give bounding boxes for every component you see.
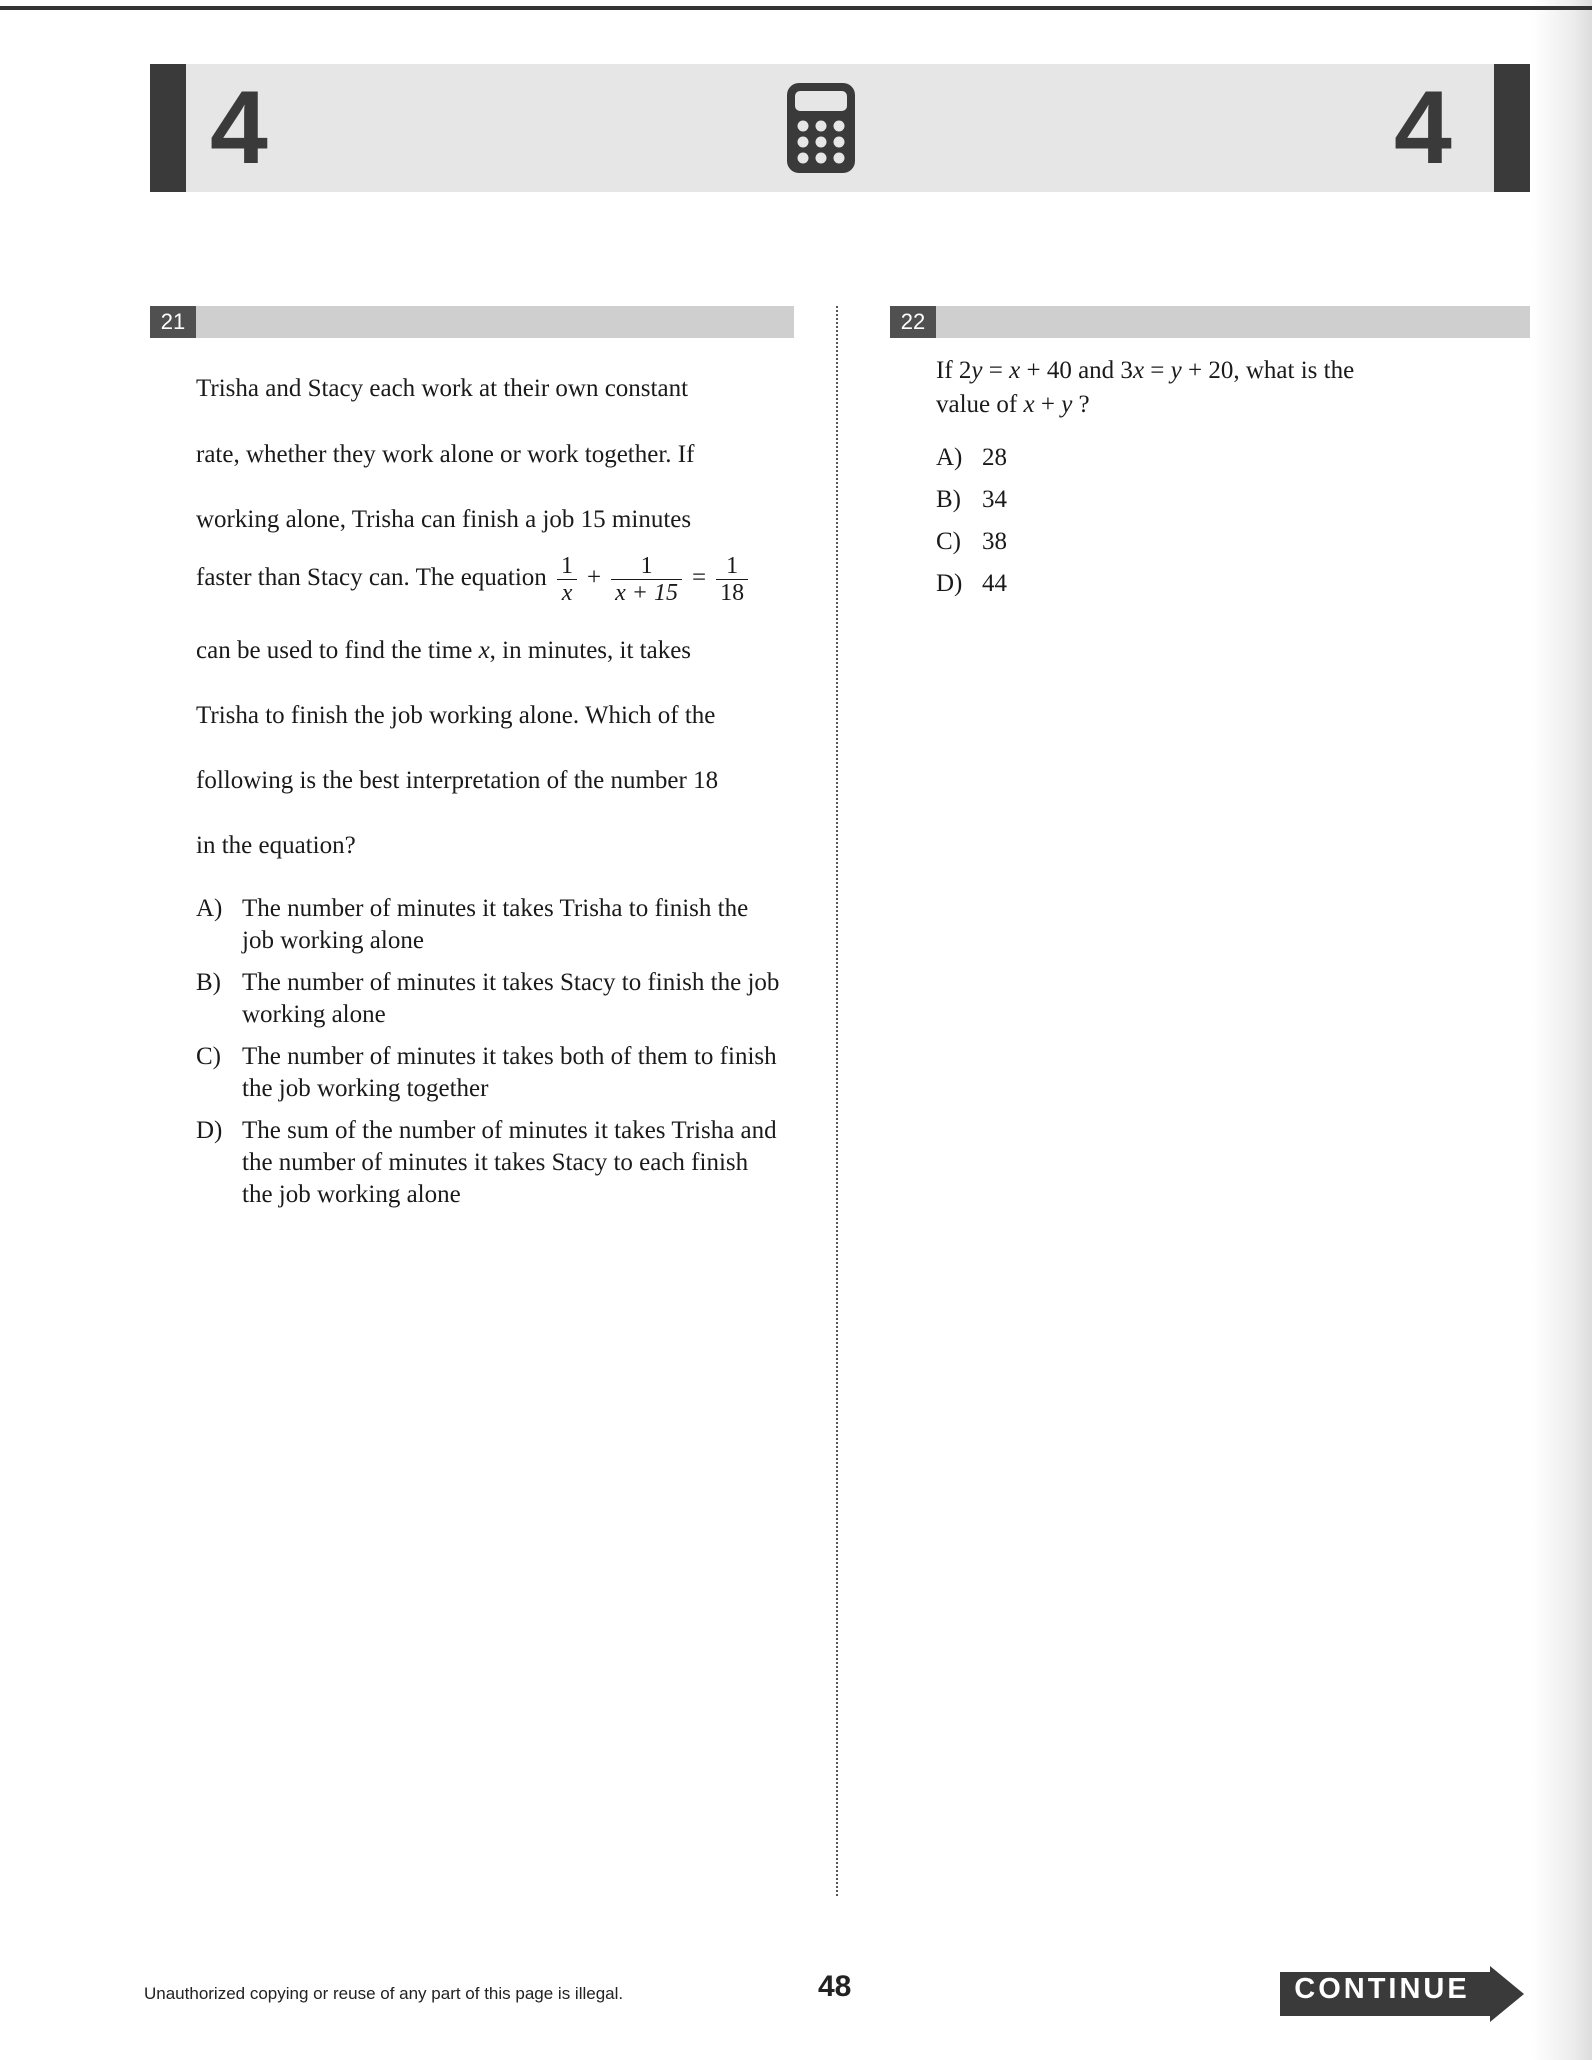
page-number: 48 bbox=[818, 1970, 852, 2003]
choice-text: 38 bbox=[982, 528, 1007, 555]
q22-choice-b[interactable] bbox=[936, 484, 1007, 516]
q22-stem bbox=[936, 354, 1456, 422]
choice-letter: C) bbox=[196, 1043, 221, 1070]
plus-sign: + bbox=[587, 564, 602, 591]
question-22-bar bbox=[890, 306, 1530, 338]
fraction-1-over-x bbox=[557, 553, 577, 606]
q21-stem-line-6: Trisha to finish the job working alone. Which of the bbox=[196, 702, 716, 729]
choice-letter: B) bbox=[196, 969, 221, 996]
q22-choice-c[interactable] bbox=[936, 526, 1007, 558]
choice-text: The sum of the number of minutes it takes Trisha and the number of minutes it takes Stacy to each finish the job working alone bbox=[242, 1117, 777, 1208]
q22-var-x: x bbox=[1009, 357, 1021, 384]
q21-stem-line-2: rate, whether they work alone or work together. If bbox=[196, 441, 695, 468]
fraction-3-denominator: 18 bbox=[716, 579, 748, 606]
choice-letter: A) bbox=[196, 895, 223, 922]
q22-var-y: y bbox=[971, 357, 983, 384]
question-21-bar bbox=[150, 306, 794, 338]
q21-line5-text-b: , in minutes, it takes bbox=[489, 637, 692, 664]
q22-var-x: x bbox=[1132, 357, 1145, 384]
copyright-notice: Unauthorized copying or reuse of any part of this page is illegal. bbox=[144, 1984, 624, 2003]
equals-sign: = bbox=[692, 564, 707, 591]
q22-stem-part: = bbox=[1144, 357, 1171, 384]
choice-text: 28 bbox=[982, 444, 1007, 471]
q21-line5-variable: x bbox=[478, 637, 490, 664]
section-number-left: 4 bbox=[210, 70, 268, 186]
fraction-1-denominator: x bbox=[557, 579, 577, 606]
question-21-number: 21 bbox=[150, 306, 196, 338]
choice-text: The number of minutes it takes Stacy to finish the job working alone bbox=[242, 969, 780, 1028]
choice-letter: B) bbox=[936, 486, 961, 513]
fraction-1-numerator: 1 bbox=[561, 552, 574, 579]
q21-stem-line-5 bbox=[196, 636, 691, 666]
choice-text: 44 bbox=[982, 570, 1007, 597]
fraction-3-numerator: 1 bbox=[726, 552, 739, 579]
fraction-2-numerator: 1 bbox=[640, 552, 653, 579]
continue-label: CONTINUE bbox=[1294, 1973, 1470, 2005]
q22-choice-a[interactable] bbox=[936, 442, 1007, 474]
q22-var-x: x bbox=[1023, 391, 1035, 418]
fraction-1-over-x-plus-15 bbox=[611, 553, 682, 606]
q22-stem-part: = bbox=[982, 357, 1010, 384]
column-divider bbox=[836, 306, 838, 1896]
calculator-icon bbox=[786, 82, 856, 174]
q21-equation-intro: faster than Stacy can. The equation bbox=[196, 564, 547, 591]
section-number-right: 4 bbox=[1394, 70, 1452, 186]
choice-text: 34 bbox=[982, 486, 1007, 513]
scan-edge-shadow bbox=[1532, 0, 1592, 2060]
choice-text: The number of minutes it takes both of them to finish the job working together bbox=[242, 1043, 777, 1102]
choice-text: The number of minutes it takes Trisha to finish the job working alone bbox=[242, 895, 749, 954]
section-header-right-bar bbox=[1494, 64, 1530, 192]
choice-letter: C) bbox=[936, 528, 961, 555]
q22-stem-part: + 20, what is the bbox=[1181, 357, 1355, 384]
question-22-number: 22 bbox=[890, 306, 936, 338]
q22-stem-part: value of bbox=[936, 391, 1024, 418]
q21-line5-text-a: can be used to find the time bbox=[196, 637, 479, 664]
q22-var-y: y bbox=[1170, 357, 1182, 384]
section-header-left-bar bbox=[150, 64, 186, 192]
q21-equation-line bbox=[196, 548, 752, 608]
q21-stem-line-1: Trisha and Stacy each work at their own constant bbox=[196, 375, 689, 402]
q21-stem-line-8: in the equation? bbox=[196, 832, 356, 859]
q22-stem-part: + bbox=[1034, 391, 1062, 418]
q21-stem-line-7: following is the best interpretation of the number 18 bbox=[196, 767, 719, 794]
choice-letter: A) bbox=[936, 444, 963, 471]
choice-letter: D) bbox=[196, 1117, 223, 1144]
q22-choice-d[interactable] bbox=[936, 568, 1007, 600]
q22-stem-part: If 2 bbox=[936, 357, 972, 384]
fraction-1-over-18 bbox=[716, 553, 748, 606]
q21-stem-line-3: working alone, Trisha can finish a job 15 minutes bbox=[196, 506, 692, 533]
choice-letter: D) bbox=[936, 570, 963, 597]
q22-stem-part: ? bbox=[1072, 391, 1090, 418]
q22-stem-part: + 40 and 3 bbox=[1020, 357, 1133, 384]
top-rule bbox=[0, 6, 1592, 10]
q22-var-y: y bbox=[1061, 391, 1073, 418]
fraction-2-denominator: x + 15 bbox=[611, 579, 682, 606]
